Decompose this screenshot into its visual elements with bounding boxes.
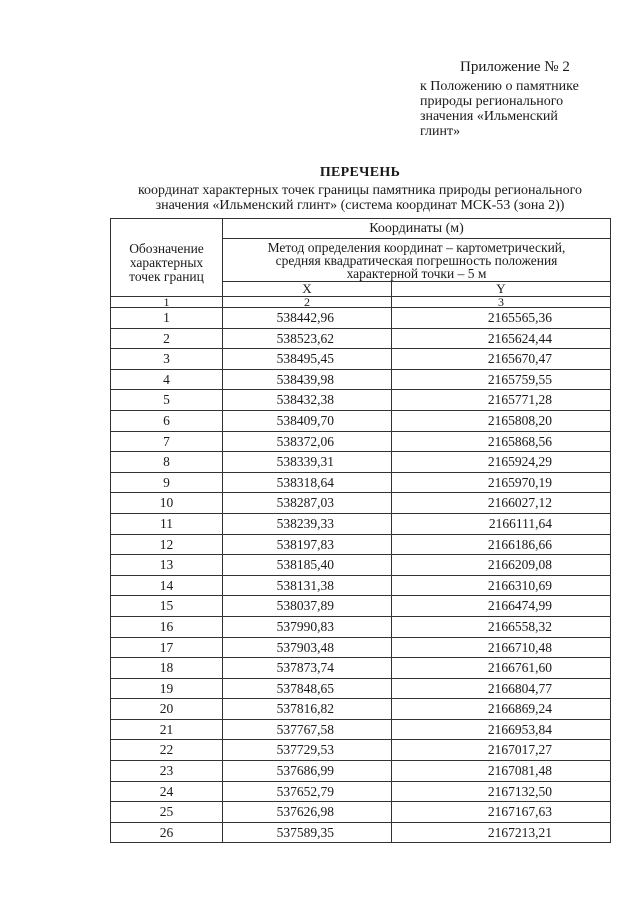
cell-point: 17 <box>111 637 223 658</box>
cell-point: 3 <box>111 349 223 370</box>
cell-x: 538185,40 <box>223 555 392 576</box>
cell-x: 538409,70 <box>223 410 392 431</box>
cell-x: 537767,58 <box>223 719 392 740</box>
cell-x: 538131,38 <box>223 575 392 596</box>
cell-x: 538372,06 <box>223 431 392 452</box>
cell-x: 538318,64 <box>223 472 392 493</box>
cell-y: 2166869,24 <box>392 699 611 720</box>
cell-y: 2165771,28 <box>392 390 611 411</box>
table-row <box>111 328 611 349</box>
cell-x: 537652,79 <box>223 781 392 802</box>
appendix-number: Приложение № 2 <box>460 59 570 75</box>
cell-point: 9 <box>111 472 223 493</box>
table-row <box>111 534 611 555</box>
cell-point: 4 <box>111 369 223 390</box>
table-row <box>111 513 611 534</box>
cell-x: 538339,31 <box>223 452 392 473</box>
cell-x: 537903,48 <box>223 637 392 658</box>
cell-y: 2167213,21 <box>392 822 611 843</box>
cell-y: 2167167,63 <box>392 802 611 823</box>
cell-point: 12 <box>111 534 223 555</box>
table-row <box>111 575 611 596</box>
cell-x: 538439,98 <box>223 369 392 390</box>
document-title: ПЕРЕЧЕНЬ <box>319 165 401 180</box>
header-y: Y <box>392 282 611 297</box>
table-row <box>111 802 611 823</box>
header-method-line: средняя квадратическая погрешность положения <box>275 252 558 268</box>
table-row <box>111 452 611 473</box>
table-row <box>111 678 611 699</box>
cell-x: 538432,38 <box>223 390 392 411</box>
cell-x: 538197,83 <box>223 534 392 555</box>
cell-x: 538037,89 <box>223 596 392 617</box>
table-row <box>111 369 611 390</box>
column-number-row <box>111 297 611 308</box>
subtitle-line: координат характерных точек границы памятника природы регионального <box>137 183 583 198</box>
cell-y: 2166111,64 <box>392 513 611 534</box>
cell-point: 15 <box>111 596 223 617</box>
table-row <box>111 658 611 679</box>
cell-y: 2166027,12 <box>392 493 611 514</box>
appendix-line: природы регионального <box>420 94 564 109</box>
cell-point: 8 <box>111 452 223 473</box>
column-number: 1 <box>111 297 223 308</box>
cell-x: 537990,83 <box>223 616 392 637</box>
cell-point: 13 <box>111 555 223 576</box>
cell-y: 2166953,84 <box>392 719 611 740</box>
header-point-designation <box>111 219 223 297</box>
cell-point: 14 <box>111 575 223 596</box>
cell-point: 1 <box>111 308 223 329</box>
header-coordinates: Координаты (м) <box>223 219 611 239</box>
table-row <box>111 596 611 617</box>
appendix-line: глинт» <box>420 124 461 139</box>
cell-point: 19 <box>111 678 223 699</box>
cell-y: 2166186,66 <box>392 534 611 555</box>
coordinates-table <box>110 218 611 843</box>
cell-x: 537729,53 <box>223 740 392 761</box>
table-row <box>111 740 611 761</box>
table-row <box>111 410 611 431</box>
table-row <box>111 719 611 740</box>
cell-y: 2165924,29 <box>392 452 611 473</box>
table-row <box>111 349 611 370</box>
cell-point: 26 <box>111 822 223 843</box>
table-row <box>111 637 611 658</box>
cell-point: 24 <box>111 781 223 802</box>
header-point-line: характерных <box>129 254 204 270</box>
cell-y: 2165808,20 <box>392 410 611 431</box>
cell-point: 10 <box>111 493 223 514</box>
cell-point: 7 <box>111 431 223 452</box>
cell-y: 2165670,47 <box>392 349 611 370</box>
cell-point: 11 <box>111 513 223 534</box>
header-method <box>223 239 611 282</box>
cell-x: 538442,96 <box>223 308 392 329</box>
cell-y: 2165868,56 <box>392 431 611 452</box>
header-method-line: Метод определения координат – картометрический, <box>267 239 566 255</box>
cell-x: 537816,82 <box>223 699 392 720</box>
cell-x: 538495,45 <box>223 349 392 370</box>
cell-x: 537589,35 <box>223 822 392 843</box>
document-subtitle <box>112 183 608 213</box>
cell-x: 537873,74 <box>223 658 392 679</box>
table-row <box>111 761 611 782</box>
column-number: 3 <box>392 297 611 308</box>
header-x: X <box>223 282 392 297</box>
cell-point: 20 <box>111 699 223 720</box>
appendix-line: к Положению о памятнике <box>420 79 579 94</box>
cell-x: 537626,98 <box>223 802 392 823</box>
cell-point: 25 <box>111 802 223 823</box>
cell-x: 538287,03 <box>223 493 392 514</box>
cell-y: 2166474,99 <box>392 596 611 617</box>
cell-point: 6 <box>111 410 223 431</box>
cell-y: 2166209,08 <box>392 555 611 576</box>
cell-point: 21 <box>111 719 223 740</box>
header-point-line: точек границ <box>129 268 204 284</box>
table-row <box>111 390 611 411</box>
table-row <box>111 493 611 514</box>
cell-y: 2166761,60 <box>392 658 611 679</box>
cell-y: 2166804,77 <box>392 678 611 699</box>
cell-x: 538239,33 <box>223 513 392 534</box>
table-body <box>111 308 611 843</box>
subtitle-line: значения «Ильменский глинт» (система координат МСК-53 (зона 2)) <box>155 198 565 213</box>
table-row <box>111 555 611 576</box>
cell-point: 5 <box>111 390 223 411</box>
cell-y: 2167017,27 <box>392 740 611 761</box>
column-number: 2 <box>223 297 392 308</box>
cell-y: 2166310,69 <box>392 575 611 596</box>
table-row <box>111 308 611 329</box>
cell-point: 16 <box>111 616 223 637</box>
cell-y: 2167132,50 <box>392 781 611 802</box>
header-method-line: характерной точки – 5 м <box>346 265 487 281</box>
cell-y: 2165759,55 <box>392 369 611 390</box>
cell-point: 2 <box>111 328 223 349</box>
table-row <box>111 472 611 493</box>
appendix-line: значения «Ильменский <box>420 109 558 124</box>
appendix-block <box>420 60 620 139</box>
cell-point: 23 <box>111 761 223 782</box>
table-row <box>111 699 611 720</box>
table-row <box>111 431 611 452</box>
cell-x: 538523,62 <box>223 328 392 349</box>
table-row <box>111 822 611 843</box>
cell-point: 18 <box>111 658 223 679</box>
cell-y: 2165970,19 <box>392 472 611 493</box>
cell-x: 537848,65 <box>223 678 392 699</box>
cell-x: 537686,99 <box>223 761 392 782</box>
cell-y: 2166558,32 <box>392 616 611 637</box>
table-row <box>111 616 611 637</box>
table-row <box>111 781 611 802</box>
cell-y: 2166710,48 <box>392 637 611 658</box>
header-point-line: Обозначение <box>129 240 204 256</box>
cell-y: 2167081,48 <box>392 761 611 782</box>
cell-y: 2165624,44 <box>392 328 611 349</box>
cell-y: 2165565,36 <box>392 308 611 329</box>
cell-point: 22 <box>111 740 223 761</box>
